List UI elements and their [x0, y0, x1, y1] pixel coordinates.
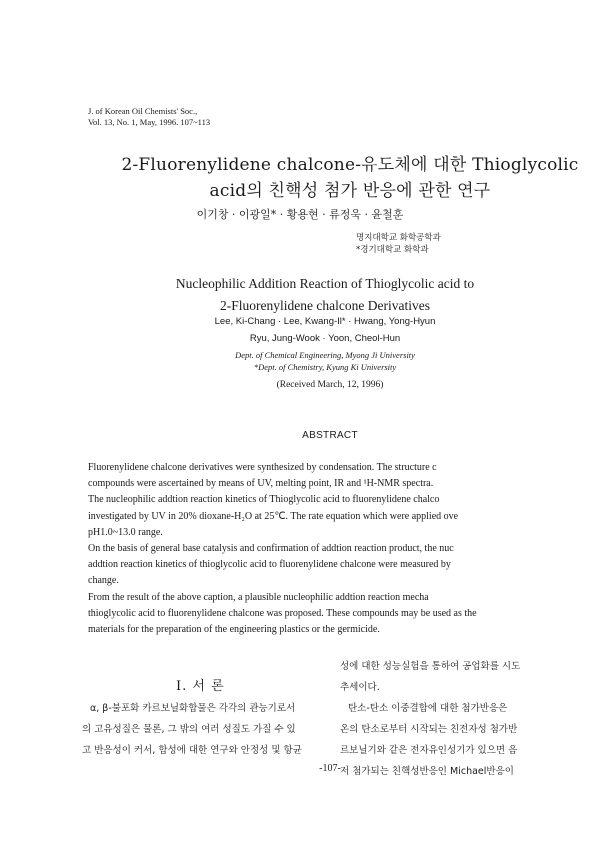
abstract-line: change. [88, 575, 119, 586]
received-date: (Received March, 12, 1996) [276, 380, 384, 390]
english-affiliation-2: *Dept. of Chemistry, Kyung Ki University [253, 362, 397, 372]
korean-title-line-2: acid의 친핵성 첨가 반응에 관한 연구 [209, 181, 491, 201]
abstract-line: compounds were ascertained by means of UV, melting point, IR and ¹H-NMR spectra. [88, 478, 434, 489]
body-left-line: 고 반응성이 커서, 합성에 대한 연구와 안정성 및 항균 [82, 745, 302, 756]
body-left-line: 의 고유성질은 물론, 그 밖의 여러 성질도 가질 수 있 [82, 724, 296, 735]
abstract-line: addtion reaction kinetics of thioglycolic acid to fluorenylidene chalcone were measured by [88, 559, 451, 570]
abstract-line: The nucleophilic addtion reaction kinetics of Thioglycolic acid to fluorenylidene chalco [88, 494, 440, 505]
korean-title [0, 152, 600, 204]
english-title [0, 273, 600, 317]
body-left-line: α, β-불포화 카르보닐화합물은 각각의 관능기로서 [90, 703, 296, 714]
english-title-line-1: Nucleophilic Addition Reaction of Thioglycolic acid to [175, 276, 475, 291]
english-authors-line-1: Lee, Ki-Chang · Lee, Kwang-Il* · Hwang, Yong-Hyun [214, 316, 436, 327]
abstract-line: investigated by UV in 20% dioxane-H₂O at 25℃. The rate equation which were applied ove [88, 511, 459, 522]
english-authors-line-2: Ryu, Jung-Wook · Yoon, Cheol-Hun [249, 333, 401, 344]
abstract-line: On the basis of general base catalysis and confirmation of addtion reaction product, the nuc [88, 543, 454, 554]
korean-affiliation-1: 명지대학교 화학공학과 [356, 233, 441, 243]
english-affiliation-1: Dept. of Chemical Engineering, Myong Ji University [235, 350, 415, 360]
korean-authors: 이기창 · 이광일* · 황용현 · 류정욱 · 윤철훈 [196, 208, 404, 221]
journal-citation [88, 106, 210, 128]
body-right-line: 르보닐기와 같은 전자유인성기가 있으면 음 [340, 745, 518, 756]
korean-affiliations [356, 232, 441, 256]
section-heading-introduction: I. 서 론 [176, 679, 225, 694]
english-authors [0, 313, 600, 347]
abstract-line: pH1.0~13.0 range. [88, 527, 163, 538]
abstract-line: materials for the preparation of the engineering plastics or the germicide. [88, 624, 380, 635]
body-right-line: 탄소-탄소 이중결합에 대한 첨가반응은 [348, 703, 508, 714]
abstract-line: Fluorenylidene chalcone derivatives were synthesized by condensation. The structure c [88, 462, 437, 473]
korean-affiliation-2: *경기대학교 화학과 [356, 245, 429, 255]
abstract-line: From the result of the above caption, a plausible nucleophilic addtion reaction mecha [88, 592, 429, 603]
body-right-line: 저 첨가되는 친핵성반응인 Michael반응이 [340, 766, 514, 777]
body-right-line: 추세이다. [340, 682, 380, 693]
english-title-line-2: 2-Fluorenylidene chalcone Derivatives [220, 298, 430, 313]
journal-volume: Vol. 13, No. 1, May, 1996. 107~113 [88, 117, 211, 127]
page-number: -107- [319, 763, 341, 774]
body-right-line: 성에 대한 성능실험을 통하여 공업화를 시도 [340, 661, 521, 672]
abstract-line: thioglycolic acid to fluorenylidene chalcone was proposed. These compounds may be used as the [88, 608, 477, 619]
english-affiliations [0, 349, 600, 373]
body-right-line: 온의 탄소로부터 시작되는 친전자성 첨가반 [340, 724, 518, 735]
journal-name: J. of Korean Oil Chemists' Soc., [88, 106, 198, 116]
korean-title-line-1: 2-Fluorenylidene chalcone-유도체에 대한 Thioglycolic [121, 155, 579, 175]
abstract-heading: ABSTRACT [302, 430, 358, 441]
